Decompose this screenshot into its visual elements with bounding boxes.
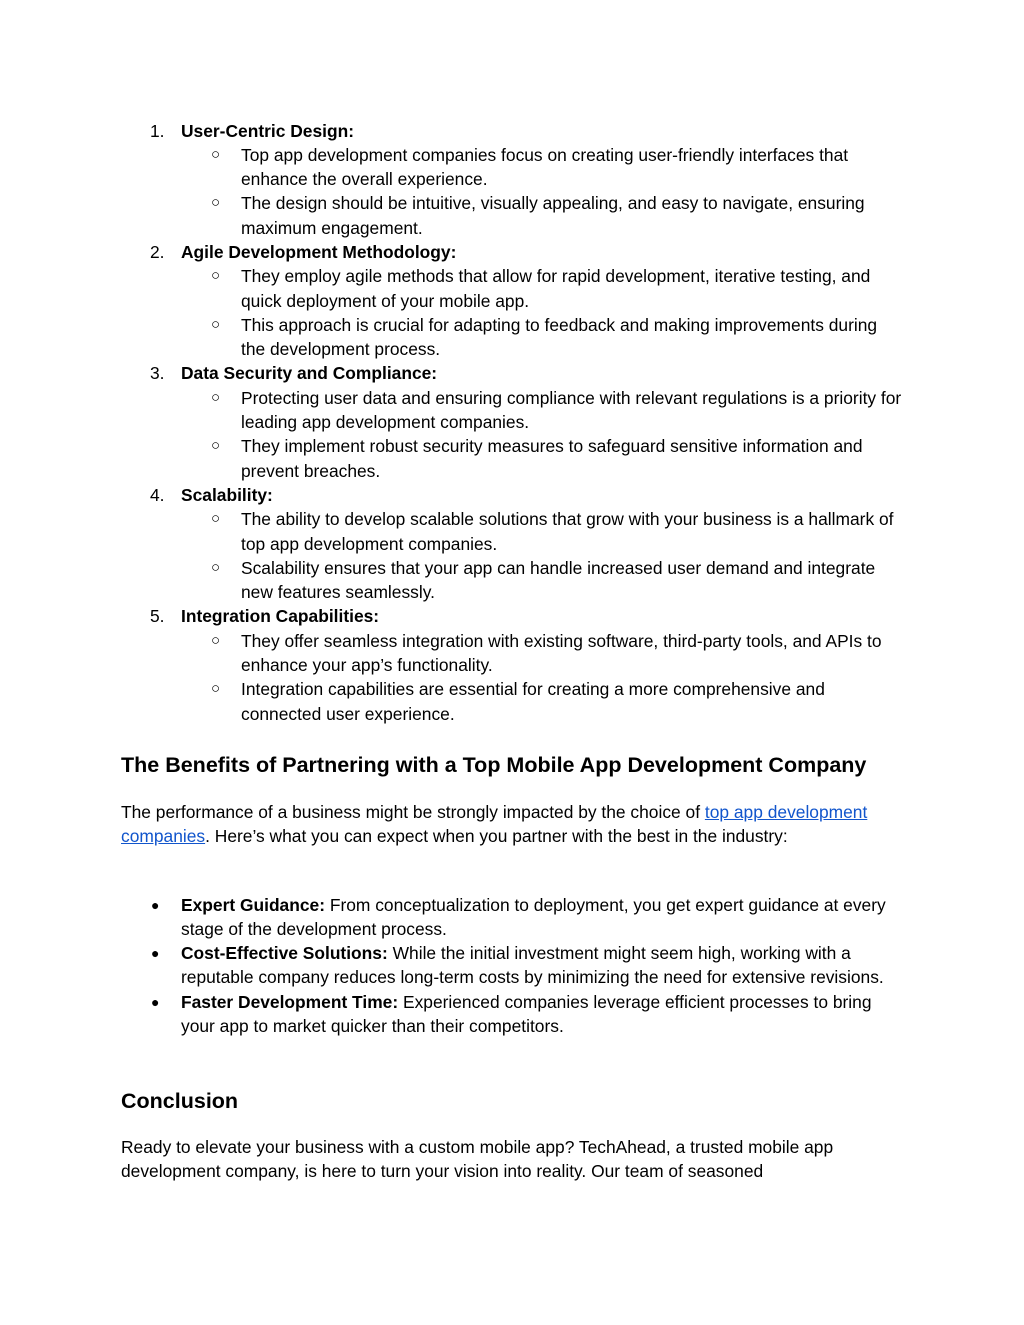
feature-point: ○ They offer seamless integration with existing software, third-party tools, and APIs to enhance your app’s functionality.	[211, 630, 882, 676]
benefits-intro: The performance of a business might be strongly impacted by the choice of top app development companies. Here’s what you can expect when you partner with the best in the industry:	[121, 801, 868, 846]
feature-item	[0, 483, 1024, 604]
feature-title: Scalability:	[181, 484, 273, 505]
top-app-development-companies-link[interactable]: top app development companies	[121, 801, 868, 846]
benefit-label: Expert Guidance:	[181, 894, 325, 915]
list-number: 3.	[150, 363, 165, 384]
feature-point: ○ Protecting user data and ensuring compliance with relevant regulations is a priority for leading app development companies.	[211, 387, 902, 433]
feature-point: ○ Top app development companies focus on creating user-friendly interfaces that enhance the overall experience.	[211, 144, 849, 190]
circle-bullet-icon: ○	[211, 145, 221, 163]
feature-item	[0, 240, 1024, 361]
benefit-label: Faster Development Time:	[181, 991, 399, 1012]
circle-bullet-icon: ○	[211, 680, 221, 698]
benefit-label: Cost-Effective Solutions:	[181, 943, 388, 964]
feature-item	[0, 361, 1024, 482]
bullet-icon: ●	[151, 993, 160, 1010]
feature-title: Agile Development Methodology:	[181, 241, 457, 262]
benefit-item	[0, 893, 896, 942]
circle-bullet-icon: ○	[211, 315, 221, 333]
conclusion-heading: Conclusion	[121, 1089, 239, 1113]
benefit-text: Experienced companies leverage efficient processes to bring your app to market quicker than their competitors.	[181, 991, 872, 1036]
list-number: 1.	[150, 120, 165, 141]
feature-point: ○ They employ agile methods that allow for rapid development, iterative testing, and quick deployment of your mobile app.	[211, 266, 871, 311]
circle-bullet-icon: ○	[211, 558, 221, 576]
list-number: 2.	[150, 241, 165, 262]
circle-bullet-icon: ○	[211, 388, 221, 406]
list-number: 4.	[150, 484, 165, 505]
circle-bullet-icon: ○	[211, 631, 221, 649]
conclusion-text: Ready to elevate your business with a custom mobile app? TechAhead, a trusted mobile app development company, is here to turn your vision into reality. Our team of seasoned	[121, 1137, 834, 1182]
benefit-text: From conceptualization to deployment, you get expert guidance at every stage of the development process.	[181, 894, 886, 939]
feature-point: ○ Scalability ensures that your app can handle increased user demand and integrate new features seamlessly.	[211, 557, 876, 603]
benefit-text: While the initial investment might seem high, working with a reputable company reduces long-term costs by minimizing the need for extensive revisions.	[181, 943, 884, 988]
feature-point: ○ Integration capabilities are essential for creating a more comprehensive and connected user experience.	[211, 679, 825, 724]
bullet-icon: ●	[151, 896, 160, 913]
list-number: 5.	[150, 606, 165, 627]
feature-title: Data Security and Compliance:	[181, 363, 438, 384]
bullet-icon: ●	[151, 945, 160, 962]
circle-bullet-icon: ○	[211, 510, 221, 528]
feature-title: Integration Capabilities:	[181, 606, 380, 627]
benefits-list	[0, 893, 1024, 1039]
circle-bullet-icon: ○	[211, 437, 221, 455]
feature-item	[0, 604, 1024, 725]
feature-point: ○ They implement robust security measures to safeguard sensitive information and prevent breaches.	[211, 436, 863, 481]
feature-title: User-Centric Design:	[181, 120, 354, 141]
feature-item	[0, 119, 1024, 240]
circle-bullet-icon: ○	[211, 267, 221, 285]
benefit-item	[0, 990, 896, 1039]
feature-point: ○ This approach is crucial for adapting to feedback and making improvements during the development process.	[211, 314, 878, 360]
circle-bullet-icon: ○	[211, 194, 221, 212]
feature-point: ○ The ability to develop scalable solutions that grow with your business is a hallmark of top app development companies.	[211, 509, 894, 554]
benefit-item	[0, 941, 896, 990]
feature-point: ○ The design should be intuitive, visually appealing, and easy to navigate, ensuring maximum engagement.	[211, 193, 865, 238]
benefits-heading: The Benefits of Partnering with a Top Mobile App Development Company	[121, 753, 867, 777]
feature-list	[0, 119, 1024, 726]
